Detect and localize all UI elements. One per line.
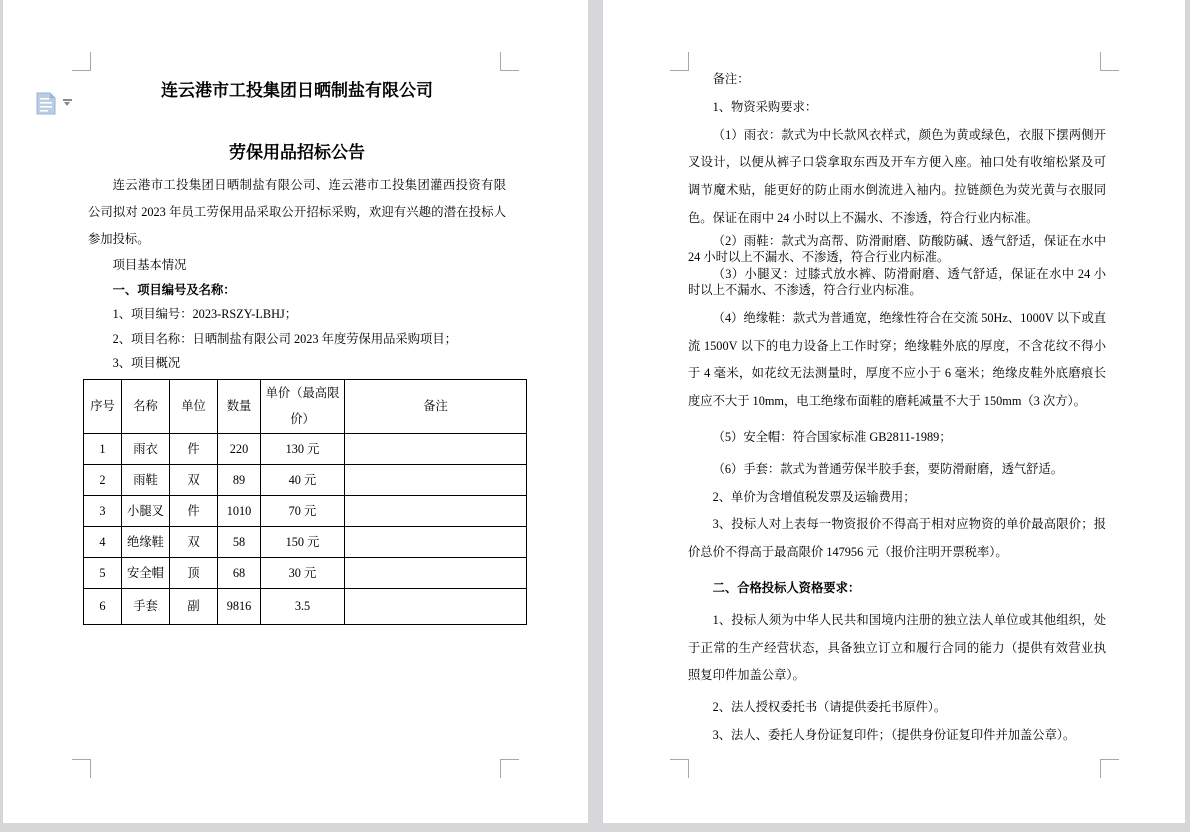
table-cell: 安全帽 [122,557,170,588]
table-cell: 9816 [218,588,261,624]
document-page-2[interactable] [603,0,1185,823]
margin-crop-mark [1100,759,1119,778]
table-cell: 绝缘鞋 [122,526,170,557]
table-cell: 30 元 [261,557,345,588]
table-header-cell: 数量 [218,379,261,433]
table-header-cell: 名称 [122,379,170,433]
table-cell: 1010 [218,495,261,526]
document-page-1[interactable] [3,0,588,823]
table-cell: 89 [218,464,261,495]
heading-project-number: 一、项目编号及名称： [112,282,236,297]
table-header-cell: 单位 [170,379,218,433]
notes-paragraph: （1）雨衣：款式为中长款风衣样式，颜色为黄或绿色，衣服下摆两侧开叉设计，以便从裤子口袋拿取东西及开车方便入座。袖口处有收缩松紧及可调节魔术贴，能更好的防止雨水倒流进入袖内。拉链颜色为荧光黄与衣服同色。保证在雨中 24 小时以上不漏水、不渗透，符合行业内标准。 [688,127,1106,225]
notes-paragraph: （3）小腿叉：过膝式放水裤、防滑耐磨、透气舒适，保证在水中 24 小时以上不漏水、不渗透，符合行业内标准。 [688,266,1106,298]
table-cell [345,433,527,464]
table-cell: 1 [84,433,122,464]
notes-paragraph: 3、投标人对上表每一物资报价不得高于相对应物资的单价最高限价；报价总价不得高于最高限价 147956 元（报价注明开票税率）。 [688,517,1106,560]
table-cell: 130 元 [261,433,345,464]
table-cell [345,464,527,495]
table-cell: 2 [84,464,122,495]
table-header-cell: 备注 [345,379,527,433]
margin-crop-mark [72,759,91,778]
section-label: 项目基本情况 [112,258,187,272]
notes-paragraph: （6）手套：款式为普通劳保半胶手套，要防滑耐磨，透气舒适。 [712,461,1064,476]
notes-paragraph: 3、法人、委托人身份证复印件；（提供身份证复印件并加盖公章）。 [712,727,1076,742]
table-row [84,464,527,495]
table-row [84,495,527,526]
table-row [84,526,527,557]
notes-paragraph: （5）安全帽：符合国家标准 GB2811-1989； [712,429,952,444]
paste-options-button[interactable] [35,91,77,117]
project-name-line: 2、项目名称：日晒制盐有限公司 2023 年度劳保用品采购项目； [112,331,457,346]
table-row [84,433,527,464]
table-cell: 6 [84,588,122,624]
notes-paragraph: 二、合格投标人资格要求： [712,580,861,595]
table-cell: 4 [84,526,122,557]
table-cell: 58 [218,526,261,557]
notes-paragraph: 2、法人授权委托书（请提供委托书原件）。 [712,700,947,715]
items-table [83,379,527,625]
table-cell: 双 [170,526,218,557]
table-cell: 68 [218,557,261,588]
table-cell: 5 [84,557,122,588]
table-cell: 150 元 [261,526,345,557]
intro-paragraph: 连云港市工投集团日晒制盐有限公司、连云港市工投集团灌西投资有限公司拟对 2023 年员工劳保用品采取公开招标采购，欢迎有兴趣的潜在投标人参加投标。 [88,178,506,246]
table-cell [345,495,527,526]
table-cell: 3 [84,495,122,526]
table-row [84,557,527,588]
table-cell: 3.5 [261,588,345,624]
table-cell [345,526,527,557]
notes-paragraph: 1、投标人须为中华人民共和国境内注册的独立法人单位或其他组织，处于正常的生产经营状态，具备独立订立和履行合同的能力（提供有效营业执照复印件加盖公章）。 [688,612,1106,683]
table-cell: 手套 [122,588,170,624]
dropdown-arrow-icon [63,99,72,105]
table-cell: 件 [170,495,218,526]
project-code-line: 1、项目编号：2023-RSZY-LBHJ； [112,307,298,321]
table-cell: 件 [170,433,218,464]
table-cell [345,588,527,624]
document-title: 连云港市工投集团日晒制盐有限公司 [161,81,433,100]
table-header-cell: 单价（最高限价） [261,379,345,433]
table-cell: 雨鞋 [122,464,170,495]
document-subtitle: 劳保用品招标公告 [229,143,365,162]
notes-paragraph: （4）绝缘鞋：款式为普通宽，绝缘性符合在交流 50Hz、1000V 以下或直流 1500V 以下的电力设备上工作时穿；绝缘鞋外底的厚度，不含花纹不得小于 4 毫米，如花纹无法测量时，厚度不应小于 6 毫米；绝缘皮鞋外底磨痕长度应不大于 10mm，电工绝缘布面鞋的磨耗减量不大于 150mm（3 次方）。 [688,310,1106,409]
margin-crop-mark [670,759,689,778]
table-cell: 70 元 [261,495,345,526]
margin-crop-mark [500,759,519,778]
notes-section [688,0,1106,750]
table-cell: 220 [218,433,261,464]
table-cell: 小腿叉 [122,495,170,526]
table-cell: 40 元 [261,464,345,495]
table-cell: 雨衣 [122,433,170,464]
table-cell [345,557,527,588]
notes-paragraph: 2、单价为含增值税发票及运输费用； [712,489,916,504]
notes-paragraph: 1、物资采购要求： [712,99,818,114]
table-cell: 副 [170,588,218,624]
notes-paragraph: 备注： [712,72,750,86]
project-overview-line: 3、项目概况 [112,356,181,370]
table-cell: 顶 [170,557,218,588]
margin-crop-mark [670,52,689,71]
table-cell: 双 [170,464,218,495]
table-header-cell: 序号 [84,379,122,433]
notes-paragraph: （2）雨鞋：款式为高帮、防滑耐磨、防酸防碱、透气舒适，保证在水中 24 小时以上不漏水、不渗透，符合行业内标准。 [688,233,1106,265]
paste-icon [35,91,57,116]
table-row [84,588,527,624]
